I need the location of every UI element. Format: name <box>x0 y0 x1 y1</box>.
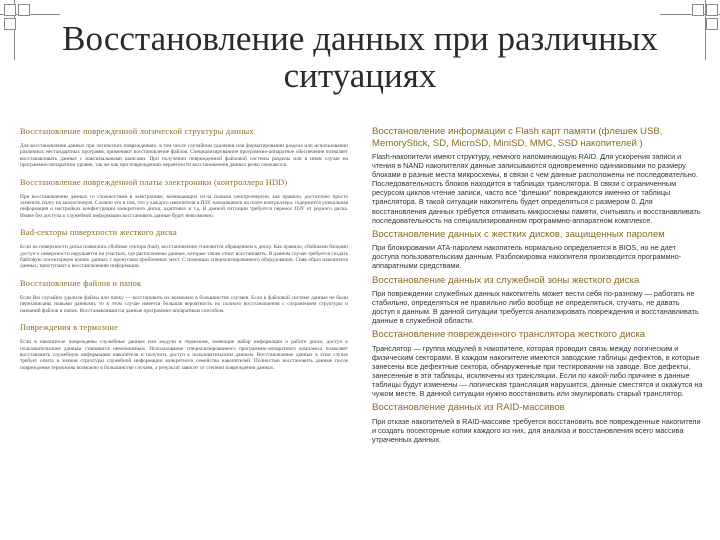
left-heading-3: Bad-секторы поверхности жесткого диска <box>20 228 177 238</box>
right-paragraph-5: При отказе накопителей в RAID-массиве требуется восстановить все поврежденные накопители и создать посекторные копии каждого из них, для анализа и восстановления всего массива утраченных данных. <box>372 416 701 445</box>
right-heading-2: Восстановление данных с жестких дисков, защищенных паролем <box>372 228 665 240</box>
right-heading-1: Восстановление информации с Flash карт памяти (флешек USB, MemoryStick, SD, MicroSD, MiniSD, MMC, SSD накопителей ) <box>372 126 663 149</box>
right-paragraph-4: Транслятор — группа модулей в накопителе, которая проводит связь между логическим и физическим секторами. В каждом накопителе имеются заводские таблицы дефектов, в которые занесены все дефектные сектора, обнаруженные при тестировании на заводе. Все дефекты, занесенные в эти таблицы, исключены из трансляции. Если по какой-либо причине в данные таблицы будут изменены — логическая трансляция нарушится, данные сместятся и окажутся на чужом месте. В данной ситуации нужно восстановить или эмулировать старый транслятор. <box>372 343 703 399</box>
left-heading-2: Восстановление поврежденной платы электроники (контроллера HDD) <box>20 177 288 187</box>
left-paragraph-4: Если Вы случайно удалили файлы или папку — восстановить их возможно в большинстве случаев. Если в файловой системе данные не были перезаписаны новыми данными, то в этом случае имеется большая вероятность их полного восстановления с сохранением структуры и названий файлов и папок. Восстанавливаются данные программно-аппаратным способом. <box>20 294 348 314</box>
left-paragraph-5: Если в накопителе повреждены служебные данные или модули в термозоне, имеющие набор информации о работе диска, доступ к пользовательским данным становится невозможным. Использование специализированного программно-аппаратного комплекса позволяет восстановить служебную информацию накопителя и получить доступ к пользовательским данным. Восстановление данных в этом случае требует опыта и знания структуры служебной информации конкретного семейства накопителей. Полностью восстановить данные после повреждения термозоны возможно в большинстве случаев, а результат зависит от степени повреждения данных. <box>20 339 348 371</box>
right-heading-4: Восстановление поврежденного транслятора жесткого диска <box>372 329 646 341</box>
left-paragraph-2: При восстановлении данных со сложностями в электронике, возникающих из-за скачков электроэнергии, как правило, достаточно просто заменить плату на аналогичную. Сложно это в том, что у каждого накопителя в ПЗУ, находящемся на плате контроллера, содержится уникальная информация о настройках конфигурации конкретного диска, адаптивах и т.д. В данной ситуации требуется перенос ПЗУ от родного диска. Иначе без доступа к служебной информации восстановить данные будет невозможно. <box>20 193 348 219</box>
right-paragraph-3: При повреждении служебных данных накопитель может вести себя по-разному — работать не стабильно, определяться не правильно либо вообще не определяться, стучать, не давать доступ к данным. В данной ситуации требуется анализировать повреждения и восстанавливать данные в служебной области. <box>372 289 699 326</box>
right-paragraph-1: Flash-накопители имеют структуру, немного напоминающую RAID. Для ускорения записи и чтения в NAND накопителях данные записываются одновременно одинаковыми по размеру блоками в разные места микросхемы, в связи с чем данные расположены не последовательно. Последовательность блоков находится в таблицах транслятора. В связи с ограниченным ресурсом циклов чтение записи, часто все "флешки" повреждаются именно от таблицы транслятора. В такой ситуации накопитель будет определяться с размером 0. Для восстановления данных требуется отпаивать микросхемы памяти, считывать и восстанавливать последовательность на специализированном программно-аппаратном комплексе. <box>372 152 701 225</box>
right-heading-5: Восстановление данных из RAID-массивов <box>372 402 565 414</box>
left-heading-4: Восстановление файлов и папок <box>20 278 142 288</box>
left-heading-1: Восстановление поврежденной логической структуры данных <box>20 127 254 136</box>
left-heading-5: Повреждения в термозоне <box>20 323 118 333</box>
left-paragraph-3: Если на поверхности диска появились сбойные сектора (bad), восстановление становится обращением к диску. Как правило, сбойными блоками доступ к поверхности нарушается на участках, где расположены данные, которые также стоит восстановить. В данном случае требуется создать байтовую посекторную копию данных с пропуском проблемных мест. С помощью специализированного оборудования. Сняв образ накопителя данных, приступают к восстановлению информации. <box>20 244 348 270</box>
left-paragraph-1: Для восстановления данных при логических повреждениях, в том числе случайном удалении или форматировании раздела или использовании различных нестандартных программ, применяют восстановление файлов. Специализированное программно-аппаратное обеспечение позволяет восстанавливать данные с максимальными шансами. При получении поврежденной файловой системы разделы или в ином случае на программно-аппаратном уровне, так же как при повреждениях вероятности восстановления данных резко снижаются. <box>20 143 348 169</box>
left-column <box>20 126 348 379</box>
right-heading-3: Восстановление данных из служебной зоны жесткого диска <box>372 274 640 286</box>
right-column <box>372 126 704 448</box>
slide-title: Восстановление данных при различных ситуациях <box>62 19 658 95</box>
right-paragraph-2: При блокировании ATA-паролем накопитель нормально определяется в BIOS, но не дает доступа пользовательским данным. Разблокировка накопителя производится программно-аппаратными средствами. <box>372 243 682 271</box>
